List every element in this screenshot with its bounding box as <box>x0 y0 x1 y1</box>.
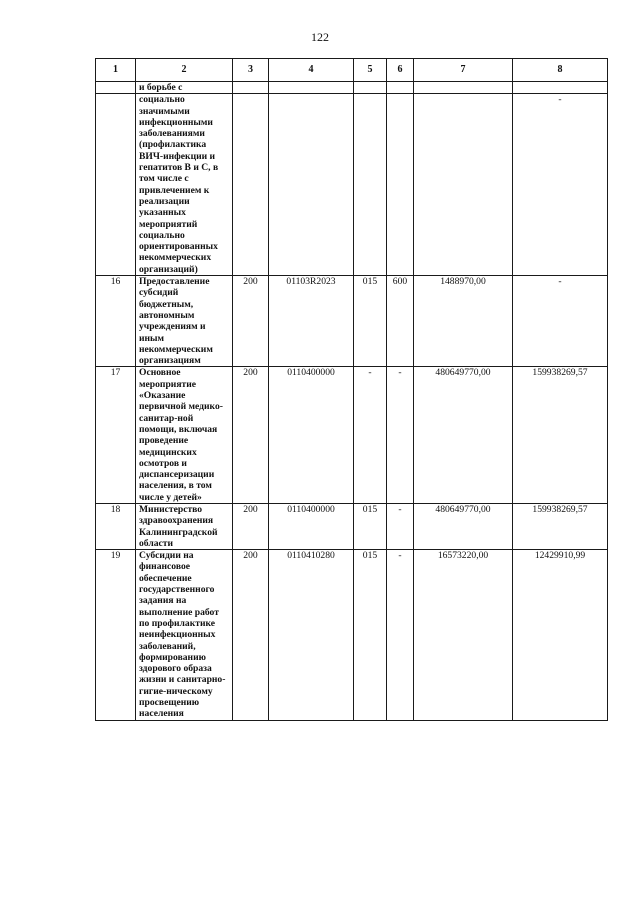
cell-col7: 480649770,00 <box>414 503 513 549</box>
cell-col3: 200 <box>233 503 269 549</box>
column-header: 7 <box>414 59 513 82</box>
cell-col4 <box>269 82 354 94</box>
cell-col4: 0110400000 <box>269 367 354 504</box>
cell-col7: 480649770,00 <box>414 367 513 504</box>
table-row <box>96 82 608 94</box>
row-number <box>96 82 136 94</box>
row-number <box>96 94 136 276</box>
table-row <box>96 503 608 549</box>
table-row <box>96 550 608 720</box>
cell-col6: - <box>387 550 414 720</box>
row-description: Предоставление субсидий бюджетным, автономным учреждениям и иным некоммерческим организациям <box>136 276 233 367</box>
column-header: 8 <box>513 59 608 82</box>
cell-col3 <box>233 94 269 276</box>
cell-col8: - <box>513 276 608 367</box>
budget-table <box>95 58 608 721</box>
cell-col3: 200 <box>233 367 269 504</box>
cell-col4: 0110410280 <box>269 550 354 720</box>
cell-col7 <box>414 94 513 276</box>
cell-col6: - <box>387 503 414 549</box>
cell-col4 <box>269 94 354 276</box>
cell-col5: 015 <box>354 276 387 367</box>
cell-col4: 01103R2023 <box>269 276 354 367</box>
cell-col4: 0110400000 <box>269 503 354 549</box>
cell-col5: - <box>354 367 387 504</box>
row-number: 16 <box>96 276 136 367</box>
cell-col8 <box>513 82 608 94</box>
table-header-row <box>96 59 608 82</box>
row-number: 17 <box>96 367 136 504</box>
cell-col7: 1488970,00 <box>414 276 513 367</box>
cell-col8: - <box>513 94 608 276</box>
cell-col8: 159938269,57 <box>513 503 608 549</box>
row-description: Основное мероприятие «Оказание первичной медико-санитар-ной помощи, включая проведение медицинских осмотров и диспансеризации населения, в том числе у детей» <box>136 367 233 504</box>
cell-col6: - <box>387 367 414 504</box>
cell-col7 <box>414 82 513 94</box>
table-row <box>96 367 608 504</box>
cell-col6: 600 <box>387 276 414 367</box>
cell-col3: 200 <box>233 550 269 720</box>
cell-col7: 16573220,00 <box>414 550 513 720</box>
cell-col6 <box>387 94 414 276</box>
cell-col3 <box>233 82 269 94</box>
cell-col5 <box>354 82 387 94</box>
table-row <box>96 276 608 367</box>
column-header: 3 <box>233 59 269 82</box>
column-header: 5 <box>354 59 387 82</box>
column-header: 1 <box>96 59 136 82</box>
row-description: Министерство здравоохранения Калининградской области <box>136 503 233 549</box>
row-description: и борьбе с <box>136 82 233 94</box>
column-header: 4 <box>269 59 354 82</box>
column-header: 2 <box>136 59 233 82</box>
table-row <box>96 94 608 276</box>
cell-col8: 12429910,99 <box>513 550 608 720</box>
row-description: Субсидии на финансовое обеспечение государственного задания на выполнение работ по профилактике неинфекционных заболеваний, формированию здорового образа жизни и санитарно-гигие-ническому просвещению населения <box>136 550 233 720</box>
cell-col3: 200 <box>233 276 269 367</box>
cell-col8: 159938269,57 <box>513 367 608 504</box>
row-number: 19 <box>96 550 136 720</box>
cell-col5 <box>354 94 387 276</box>
cell-col5: 015 <box>354 550 387 720</box>
column-header: 6 <box>387 59 414 82</box>
cell-col6 <box>387 82 414 94</box>
row-number: 18 <box>96 503 136 549</box>
page-number: 122 <box>311 30 329 44</box>
row-description: социально значимыми инфекционными заболеваниями (профилактика ВИЧ-инфекции и гепатитов В и С, в том числе с привлечением к реализации указанных мероприятий социально ориентированных некоммерческих организаций) <box>136 94 233 276</box>
cell-col5: 015 <box>354 503 387 549</box>
